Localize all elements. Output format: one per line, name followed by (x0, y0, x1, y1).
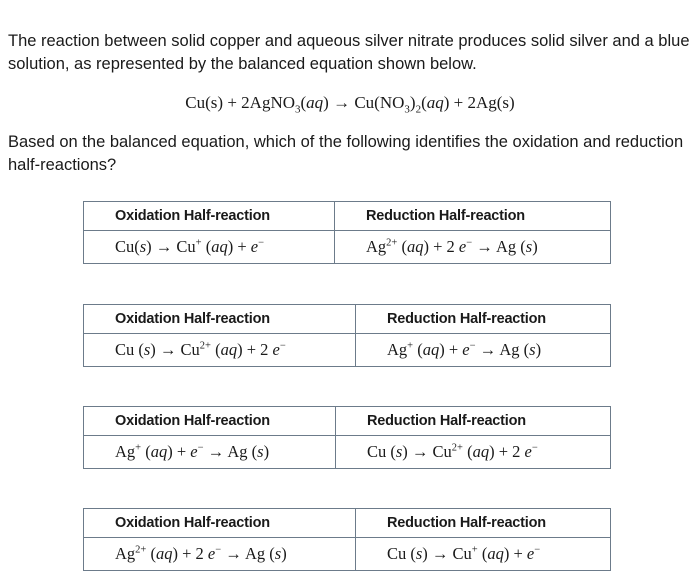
eq-paren: ) (409, 93, 416, 112)
question-text: Based on the balanced equation, which of the following identifies the oxidation and reduction half-reactions? (8, 133, 684, 174)
reduction-header: Reduction Half-reaction (356, 509, 611, 538)
balanced-equation (0, 93, 700, 115)
eq-subscript: 3 (404, 103, 410, 116)
oxidation-half-reaction: $Ag^{2+}$ (aq) + 2 e− → Ag (s) (84, 538, 356, 571)
eq-reactants: Cu(s) + 2AgNO (185, 93, 295, 112)
eq-subscript: 2 (415, 103, 422, 116)
oxidation-header: Oxidation Half-reaction (84, 509, 356, 538)
reduction-header: Reduction Half-reaction (336, 407, 611, 436)
intro-paragraph: The reaction between solid copper and aqueous silver nitrate produces solid silver and a blue solution, as represented by the balanced equation shown below. (8, 32, 690, 73)
eq-state: aq (306, 93, 324, 112)
eq-paren: ( (300, 93, 307, 112)
oxidation-half-reaction: Ag+ (aq) + e− → Ag (s) (84, 436, 336, 469)
eq-subscript: 3 (295, 103, 301, 116)
eq-state: aq (426, 93, 444, 112)
answer-option-1[interactable] (83, 201, 611, 264)
reduction-half-reaction: Ag+ (aq) + e− → Ag (s) (356, 334, 611, 367)
oxidation-header: Oxidation Half-reaction (84, 305, 356, 334)
answer-option-3[interactable] (83, 406, 611, 469)
eq-products-tail: ) + 2Ag(s) (443, 93, 515, 112)
oxidation-half-reaction: Cu $(s) \to Cu^{2+}$ (aq) + 2 e− (84, 334, 356, 367)
reduction-header: Reduction Half-reaction (356, 305, 611, 334)
answer-option-2[interactable] (83, 304, 611, 367)
reduction-half-reaction: Cu $(s) \to Cu^{2+}$ (aq) + 2 e− (336, 436, 611, 469)
reduction-half-reaction: Cu (s) → Cu+ (aq) + e− (356, 538, 611, 571)
oxidation-half-reaction: Cu(s) → Cu+ (aq) + e− (84, 231, 335, 264)
oxidation-header: Oxidation Half-reaction (84, 407, 336, 436)
eq-arrow-product: ) → Cu(NO (323, 93, 405, 112)
reduction-header: Reduction Half-reaction (335, 202, 611, 231)
oxidation-header: Oxidation Half-reaction (84, 202, 335, 231)
answer-option-4[interactable] (83, 508, 611, 571)
eq-paren: ( (421, 93, 427, 112)
reduction-half-reaction: $Ag^{2+}$ (aq) + 2 e− → Ag (s) (335, 231, 611, 264)
